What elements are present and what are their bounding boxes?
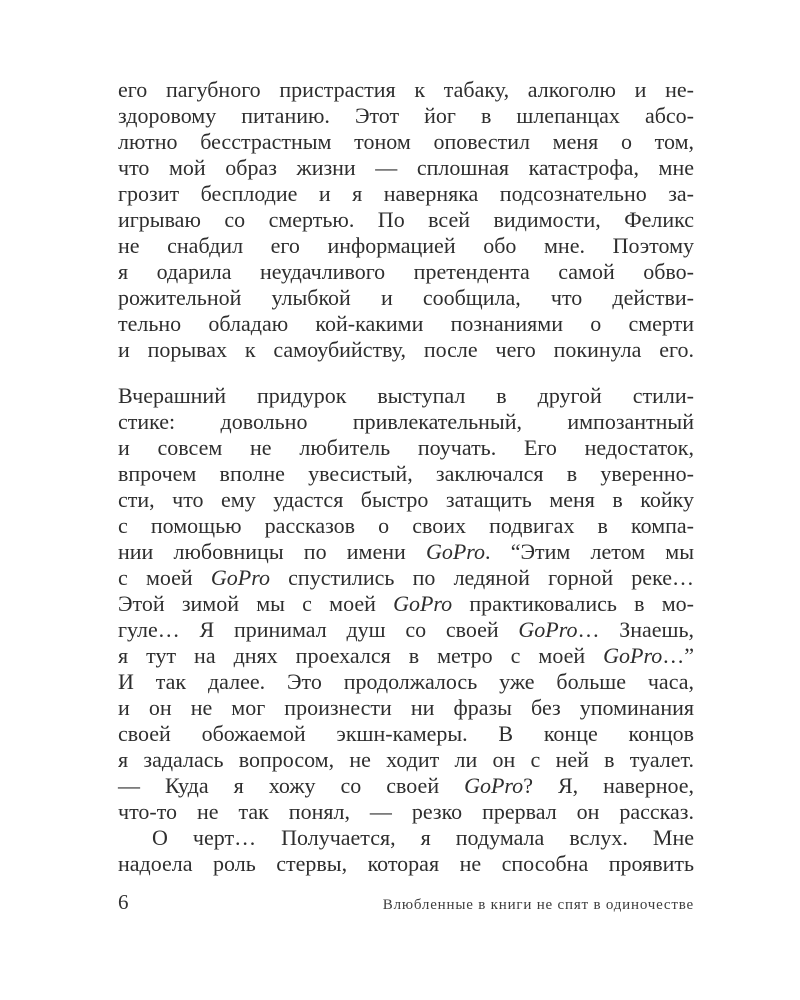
text-run: гуле… Я принимал душ со своей [118, 617, 519, 642]
running-title: Влюбленные в книги не спят в одиночестве [382, 897, 694, 913]
text-line [118, 337, 694, 363]
text-line [118, 409, 694, 435]
text-line [118, 259, 694, 285]
text-line [118, 721, 694, 747]
text-block [118, 77, 694, 877]
italic-run: GoPro [393, 591, 453, 616]
italic-run: GoPro [603, 643, 663, 668]
text-line [118, 233, 694, 259]
page-footer [118, 890, 694, 915]
text-line [118, 383, 694, 409]
text-line [118, 77, 694, 103]
text-run: практиковались в мо- [452, 591, 694, 616]
text-line [118, 591, 694, 617]
text-run: тельно обладаю кой-какими познаниями о смерти [118, 311, 694, 336]
text-run: своей обожаемой экшн-камеры. В конце концов [118, 721, 694, 746]
text-line [118, 129, 694, 155]
text-run: не снабдил его информацией обо мне. Поэтому [118, 233, 694, 258]
text-run: ? Я, наверное, [523, 773, 694, 798]
text-run: его пагубного пристрастия к табаку, алкоголю и не- [118, 77, 694, 102]
text-run: что-то не так понял, — резко прервал он рассказ. [118, 799, 694, 824]
text-run: — Куда я хожу со своей [118, 773, 465, 798]
text-run: рожительной улыбкой и сообщила, что действи- [118, 285, 694, 310]
text-run: надоела роль стервы, которая не способна проявить [118, 851, 694, 876]
page-number: 6 [118, 890, 129, 914]
text-run: и порывах к самоубийству, после чего покинула его. [118, 337, 694, 362]
text-line [118, 851, 694, 877]
text-run: я тут на днях проехался в метро с моей [118, 643, 604, 668]
italic-run: GoPro [210, 565, 270, 590]
text-line [118, 461, 694, 487]
italic-run: GoPro [425, 539, 486, 564]
text-line [118, 773, 694, 799]
text-run: и он не мог произнести ни фразы без упоминания [118, 695, 694, 720]
text-line [118, 617, 694, 643]
text-line [118, 513, 694, 539]
paragraph-spacer [118, 363, 694, 383]
text-run: . “Этим летом мы [485, 539, 694, 564]
text-run: стике: довольно привлекательный, импозантный [118, 409, 694, 434]
text-run: что мой образ жизни — сплошная катастрофа, мне [118, 155, 694, 180]
text-run: я задалась вопросом, не ходит ли он с ней в туалет. [118, 747, 694, 772]
text-run: впрочем вполне увесистый, заключался в уверенно- [118, 461, 694, 486]
text-line [118, 487, 694, 513]
text-run: И так далее. Это продолжалось уже больше часа, [118, 669, 694, 694]
text-run: с помощью рассказов о своих подвигах в компа- [118, 513, 694, 538]
text-run: О черт… Получается, я подумала вслух. Мне [152, 825, 694, 850]
text-run: я одарила неудачливого претендента самой обво- [118, 259, 694, 284]
italic-run: GoPro [464, 773, 524, 798]
text-run: лютно бесстрастным тоном оповестил меня о том, [118, 129, 694, 154]
text-run: спустились по ледяной горной реке… [269, 565, 694, 590]
text-line [118, 643, 694, 669]
text-line [118, 181, 694, 207]
text-run: … Знаешь, [577, 617, 694, 642]
text-line [118, 565, 694, 591]
text-line [118, 799, 694, 825]
text-line [118, 695, 694, 721]
text-line [118, 155, 694, 181]
text-line [118, 669, 694, 695]
text-run: …” [662, 643, 694, 668]
text-run: здоровому питанию. Этот йог в шлепанцах абсо- [118, 103, 694, 128]
text-line [118, 103, 694, 129]
text-line [118, 435, 694, 461]
text-line [118, 207, 694, 233]
text-run: Вчерашний придурок выступал в другой стили- [118, 383, 694, 408]
italic-run: GoPro [518, 617, 578, 642]
text-run: грозит бесплодие и я наверняка подсознательно за- [118, 181, 694, 206]
text-run: с моей [118, 565, 211, 590]
text-run: сти, что ему удастся быстро затащить меня в койку [118, 487, 694, 512]
text-line [118, 311, 694, 337]
text-run: нии любовницы по имени [118, 539, 426, 564]
text-run: и совсем не любитель поучать. Его недостаток, [118, 435, 694, 460]
text-line [118, 825, 694, 851]
text-line [118, 747, 694, 773]
text-run: Этой зимой мы с моей [118, 591, 394, 616]
text-run: игрываю со смертью. По всей видимости, Феликс [118, 207, 694, 232]
text-line [118, 285, 694, 311]
text-line [118, 539, 694, 565]
